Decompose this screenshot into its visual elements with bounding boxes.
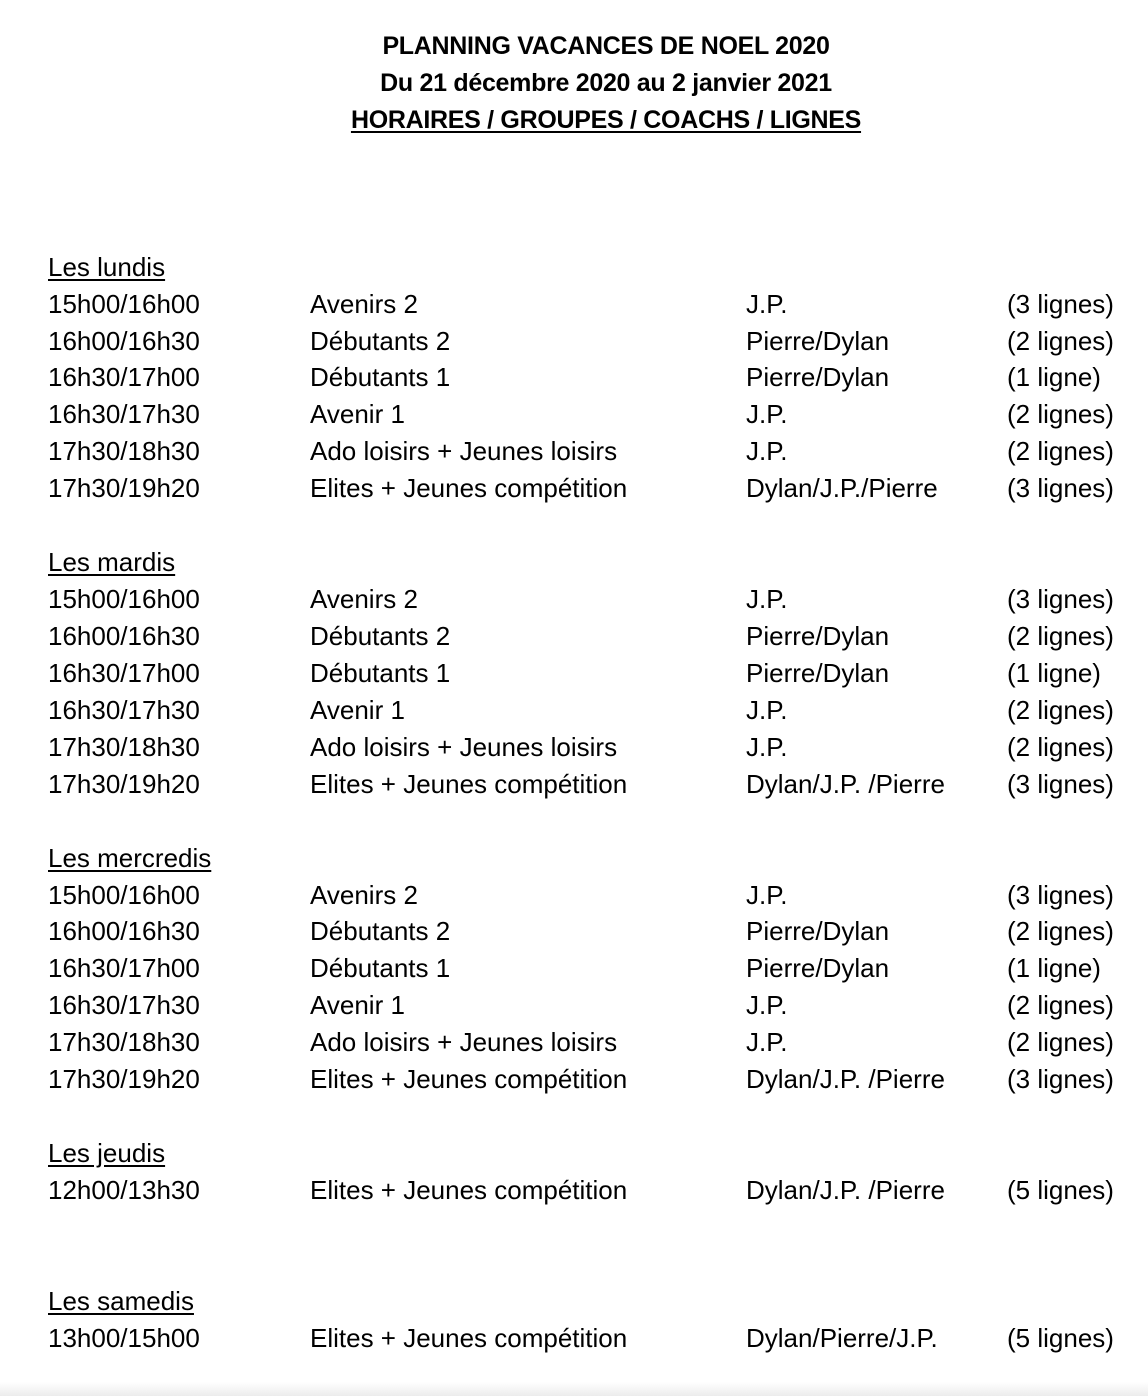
group-name: Débutants 2 [310, 916, 451, 946]
coach-name: J.P. [746, 732, 788, 762]
time-slot: 16h00/16h30 [48, 916, 200, 946]
day-heading-jeudis: Les jeudis [48, 1138, 166, 1168]
lines-count: (2 lignes) [1007, 916, 1114, 946]
time-slot: 15h00/16h00 [48, 584, 200, 614]
group-name: Avenirs 2 [310, 289, 418, 319]
lines-count: (3 lignes) [1007, 289, 1114, 319]
time-slot: 16h30/17h00 [48, 658, 200, 688]
day-heading-samedis: Les samedis [48, 1286, 194, 1316]
coach-name: Pierre/Dylan [746, 362, 890, 392]
time-slot: 16h00/16h30 [48, 621, 200, 651]
group-name: Ado loisirs + Jeunes loisirs [310, 1027, 618, 1057]
schedule-row [0, 990, 1148, 1020]
coach-name: Pierre/Dylan [746, 621, 890, 651]
group-name: Elites + Jeunes compétition [310, 769, 628, 799]
schedule-row [0, 953, 1148, 983]
coach-name: Dylan/J.P. /Pierre [746, 769, 945, 799]
time-slot: 15h00/16h00 [48, 880, 200, 910]
date-range: Du 21 décembre 2020 au 2 janvier 2021 [380, 69, 832, 97]
group-name: Avenirs 2 [310, 880, 418, 910]
document-header [0, 28, 1148, 139]
time-slot: 16h30/17h00 [48, 362, 200, 392]
group-name: Elites + Jeunes compétition [310, 1323, 628, 1353]
page-bottom-shadow [0, 1382, 1148, 1396]
coach-name: J.P. [746, 880, 788, 910]
group-name: Elites + Jeunes compétition [310, 473, 628, 503]
group-name: Avenir 1 [310, 695, 405, 725]
coach-name: J.P. [746, 436, 788, 466]
schedule-row [0, 584, 1148, 614]
coach-name: J.P. [746, 990, 788, 1020]
lines-count: (2 lignes) [1007, 621, 1114, 651]
group-name: Débutants 1 [310, 362, 451, 392]
coach-name: J.P. [746, 399, 788, 429]
time-slot: 16h00/16h30 [48, 326, 200, 356]
day-heading-lundis: Les lundis [48, 252, 166, 282]
group-name: Avenir 1 [310, 399, 405, 429]
schedule-row [0, 436, 1148, 466]
day-heading-mercredis: Les mercredis [48, 843, 212, 873]
schedule-row [0, 326, 1148, 356]
document-title: PLANNING VACANCES DE NOEL 2020 [382, 32, 830, 60]
coach-name: Dylan/Pierre/J.P. [746, 1323, 938, 1353]
coach-name: J.P. [746, 584, 788, 614]
schedule-row [0, 1323, 1148, 1353]
time-slot: 17h30/18h30 [48, 436, 200, 466]
time-slot: 17h30/18h30 [48, 732, 200, 762]
lines-count: (2 lignes) [1007, 326, 1114, 356]
schedule-row [0, 1064, 1148, 1094]
time-slot: 16h30/17h30 [48, 399, 200, 429]
group-name: Elites + Jeunes compétition [310, 1064, 628, 1094]
coach-name: Pierre/Dylan [746, 658, 890, 688]
time-slot: 16h30/17h30 [48, 990, 200, 1020]
lines-count: (2 lignes) [1007, 1027, 1114, 1057]
schedule-row [0, 473, 1148, 503]
time-slot: 15h00/16h00 [48, 289, 200, 319]
coach-name: Dylan/J.P./Pierre [746, 473, 938, 503]
group-name: Débutants 2 [310, 621, 451, 651]
lines-count: (3 lignes) [1007, 473, 1114, 503]
schedule-row [0, 289, 1148, 319]
lines-count: (5 lignes) [1007, 1175, 1114, 1205]
time-slot: 17h30/19h20 [48, 769, 200, 799]
coach-name: J.P. [746, 289, 788, 319]
time-slot: 17h30/18h30 [48, 1027, 200, 1057]
coach-name: Dylan/J.P. /Pierre [746, 1064, 945, 1094]
schedule-row [0, 362, 1148, 392]
lines-count: (3 lignes) [1007, 1064, 1114, 1094]
time-slot: 13h00/15h00 [48, 1323, 200, 1353]
schedule-row [0, 621, 1148, 651]
schedule-row [0, 769, 1148, 799]
schedule-row [0, 1175, 1148, 1205]
schedule-row [0, 658, 1148, 688]
group-name: Elites + Jeunes compétition [310, 1175, 628, 1205]
lines-count: (3 lignes) [1007, 584, 1114, 614]
lines-count: (2 lignes) [1007, 695, 1114, 725]
group-name: Ado loisirs + Jeunes loisirs [310, 732, 618, 762]
schedule-row [0, 1027, 1148, 1057]
coach-name: J.P. [746, 695, 788, 725]
coach-name: Dylan/J.P. /Pierre [746, 1175, 945, 1205]
schedule-row [0, 732, 1148, 762]
lines-count: (3 lignes) [1007, 880, 1114, 910]
time-slot: 16h30/17h30 [48, 695, 200, 725]
lines-count: (3 lignes) [1007, 769, 1114, 799]
group-name: Débutants 1 [310, 953, 451, 983]
lines-count: (5 lignes) [1007, 1323, 1114, 1353]
coach-name: Pierre/Dylan [746, 953, 890, 983]
lines-count: (2 lignes) [1007, 990, 1114, 1020]
lines-count: (2 lignes) [1007, 399, 1114, 429]
coach-name: J.P. [746, 1027, 788, 1057]
lines-count: (1 ligne) [1007, 658, 1101, 688]
schedule-row [0, 399, 1148, 429]
lines-count: (1 ligne) [1007, 953, 1101, 983]
schedule-row [0, 695, 1148, 725]
schedule-row [0, 916, 1148, 946]
schedule-row [0, 880, 1148, 910]
time-slot: 16h30/17h00 [48, 953, 200, 983]
lines-count: (2 lignes) [1007, 732, 1114, 762]
coach-name: Pierre/Dylan [746, 326, 890, 356]
group-name: Débutants 1 [310, 658, 451, 688]
coach-name: Pierre/Dylan [746, 916, 890, 946]
column-legend: HORAIRES / GROUPES / COACHS / LIGNES [350, 106, 862, 134]
lines-count: (2 lignes) [1007, 436, 1114, 466]
time-slot: 17h30/19h20 [48, 1064, 200, 1094]
time-slot: 12h00/13h30 [48, 1175, 200, 1205]
lines-count: (1 ligne) [1007, 362, 1101, 392]
group-name: Débutants 2 [310, 326, 451, 356]
time-slot: 17h30/19h20 [48, 473, 200, 503]
day-heading-mardis: Les mardis [48, 547, 176, 577]
group-name: Avenir 1 [310, 990, 405, 1020]
group-name: Ado loisirs + Jeunes loisirs [310, 436, 618, 466]
group-name: Avenirs 2 [310, 584, 418, 614]
